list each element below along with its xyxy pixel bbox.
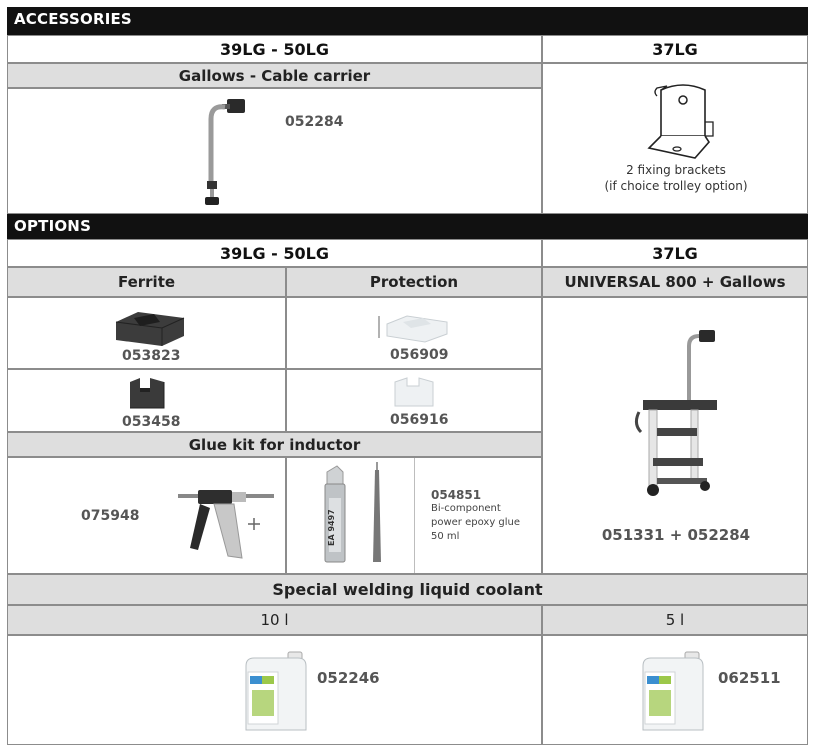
ferrite-cell-2 (7, 369, 286, 432)
glue-desc-2: power epoxy glue (431, 517, 521, 528)
accessories-col-right: 37LG (542, 35, 808, 63)
bracket-line2: (if choice trolley option) (604, 179, 748, 193)
glue-cartridge-cell (286, 457, 542, 574)
protection-u-image (389, 374, 437, 410)
accessories-col-left: 39LG - 50LG (7, 35, 542, 63)
coolant-title: Special welding liquid coolant (7, 574, 808, 605)
accessories-title: ACCESSORIES (7, 7, 808, 35)
options-title: OPTIONS (7, 214, 808, 239)
glue-code: 054851 (431, 488, 482, 502)
ferrite-label: Ferrite (7, 267, 286, 297)
protection-code-2: 056916 (390, 412, 449, 428)
gallows-label: Gallows - Cable carrier (7, 63, 542, 88)
protection-block-image (377, 312, 453, 346)
coolant-cell-left (7, 635, 542, 745)
options-col-right: 37LG (542, 239, 808, 267)
ferrite-u-image (126, 374, 168, 412)
coolant-code-right: 062511 (718, 669, 781, 687)
coolant-jerrycan-left (240, 650, 312, 734)
trolley-image (631, 328, 727, 510)
glue-label: Glue kit for inductor (7, 432, 542, 457)
universal-cell (542, 297, 808, 574)
coolant-volume-left: 10 l (7, 605, 542, 635)
ferrite-cell-1 (7, 297, 286, 369)
protection-code-1: 056909 (390, 347, 449, 363)
trolley-code: 051331 + 052284 (601, 526, 751, 544)
ferrite-code-2: 053458 (122, 414, 181, 430)
ferrite-code-1: 053823 (122, 348, 181, 364)
coolant-cell-right (542, 635, 808, 745)
bracket-cell (542, 63, 808, 214)
protection-cell-1 (286, 297, 542, 369)
gallows-image (191, 95, 251, 207)
bracket-image (647, 82, 719, 160)
coolant-code-left: 052246 (317, 669, 380, 687)
cartridge-label: EA 9497 (327, 509, 336, 546)
cartridge-image (287, 458, 415, 573)
glue-desc-3: 50 ml (431, 531, 460, 542)
glue-gun-cell (7, 457, 286, 574)
protection-label: Protection (286, 267, 542, 297)
glue-gun-code: 075948 (81, 508, 140, 524)
glue-gun-image (172, 478, 282, 566)
coolant-volume-right: 5 l (542, 605, 808, 635)
coolant-jerrycan-right (637, 650, 709, 734)
glue-desc-1: Bi-component (431, 503, 501, 514)
gallows-cell (7, 88, 542, 214)
bracket-line1: 2 fixing brackets (626, 163, 726, 177)
options-col-left: 39LG - 50LG (7, 239, 542, 267)
gallows-code: 052284 (285, 114, 344, 130)
ferrite-block-image (112, 306, 188, 348)
universal-label: UNIVERSAL 800 + Gallows (542, 267, 808, 297)
protection-cell-2 (286, 369, 542, 432)
